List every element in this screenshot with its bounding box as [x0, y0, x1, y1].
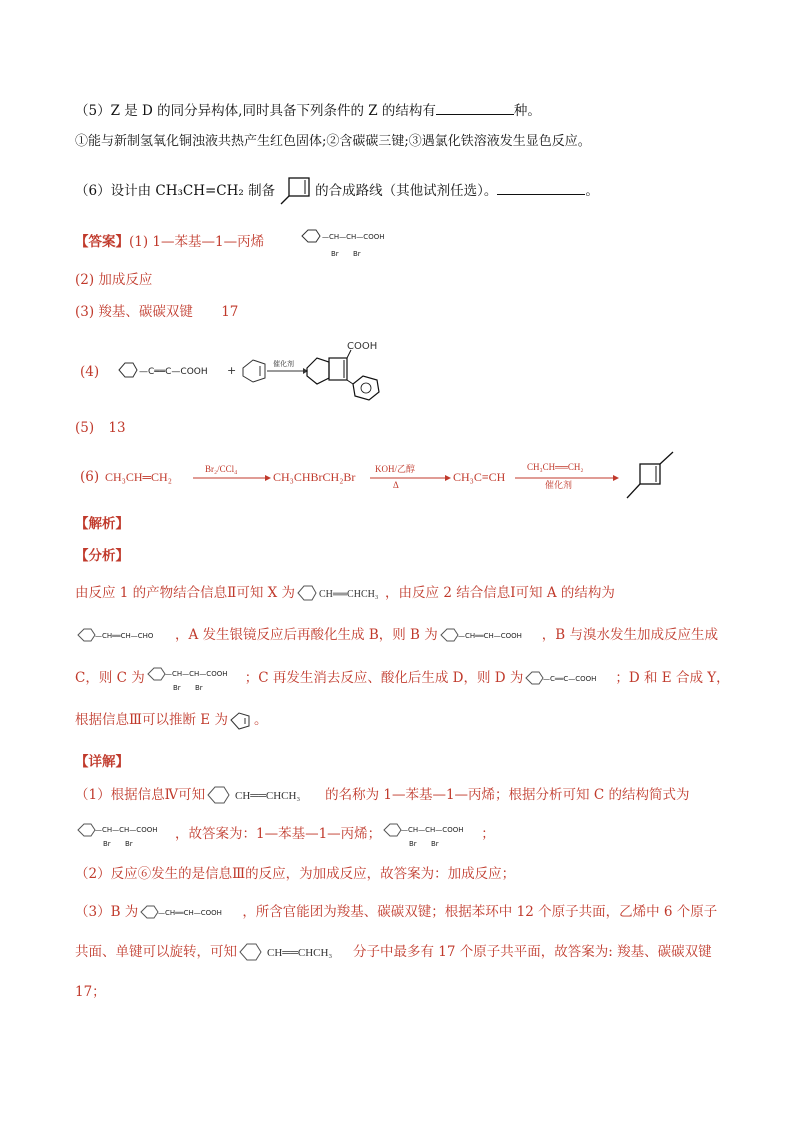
- detail-1-cont: [75, 824, 495, 848]
- struct-c3-br1: Br: [409, 839, 417, 848]
- struct-x3-icon: [237, 944, 353, 962]
- cyclobutene-svg: [277, 172, 317, 212]
- struct-c-icon: [145, 669, 245, 692]
- struct-d-icon: [523, 670, 615, 688]
- reactant-chain: —C══C—COOH: [139, 367, 208, 377]
- detail-3-a: （3）B 为: [75, 904, 139, 920]
- route-product-1: CH₃CHBrCH₂Br: [273, 470, 356, 484]
- route-reagent-3b: 催化剂: [545, 480, 573, 490]
- answer-2: (2) 加成反应: [75, 272, 153, 288]
- detail-1-a: （1）根据信息Ⅳ可知: [75, 787, 206, 803]
- catalyst-label: 催化剂: [273, 360, 294, 368]
- q6-answer-blank[interactable]: [497, 180, 585, 195]
- struct-x2-label: CH══CHCH₃: [235, 789, 301, 802]
- struct-a-label: —CH══CH—CHO: [95, 631, 154, 640]
- q5-conditions: ①能与新制氢氧化铜浊液共热产生红色固体;②含碳碳三键;③遇氯化铁溶液发生显色反应。: [75, 134, 591, 149]
- analysis-p1: [75, 583, 615, 603]
- analysis-p2-b: ，B 与溴水发生加成反应生成: [541, 627, 718, 643]
- struct-x-label: CH══CHCH₃: [319, 588, 379, 600]
- answer-6-route: [105, 446, 705, 516]
- struct-c2-br1: Br: [103, 839, 111, 848]
- answer-label: 【答案】: [75, 234, 129, 250]
- detail-3-b: ，所含官能团为羧基、碳碳双键；根据苯环中 12 个原子共面，乙烯中 6 个原子: [242, 904, 718, 920]
- detail-1: [75, 785, 689, 805]
- detail-1-c: ，故答案为：1—苯基—1—丙烯；: [175, 826, 382, 842]
- analysis-p1-b: ，由反应 2 结合信息Ⅰ可知 A 的结构为: [385, 585, 615, 601]
- analysis-p4-b: 。: [253, 712, 268, 728]
- analysis-p3-a: C，则 C 为: [75, 670, 145, 686]
- analysis-sub-label: 【分析】: [75, 548, 129, 564]
- q5-line: [75, 100, 541, 121]
- analysis-p2: [75, 625, 718, 645]
- route-reagent-3: CH₃CH══CH₂: [527, 462, 584, 472]
- struct-c3-br2: Br: [431, 839, 439, 848]
- cyclobutene-structure-icon: [275, 182, 315, 202]
- struct-c2-icon: [75, 825, 175, 848]
- q5-answer-blank[interactable]: [436, 100, 514, 115]
- struct-a-icon: [75, 627, 175, 645]
- answer-3-line: [75, 302, 238, 322]
- answer-1-chain: —CH—CH—COOH: [322, 233, 385, 241]
- struct-b2-label: —CH══CH—COOH: [158, 908, 223, 917]
- br-label-2: Br: [353, 250, 361, 258]
- detail-label: 【详解】: [75, 754, 129, 770]
- route-reagent-2b: Δ: [393, 480, 399, 490]
- struct-c-br1: Br: [172, 683, 181, 692]
- route-reagent-1: Br₂/CCl₄: [205, 464, 238, 474]
- struct-c-br2: Br: [194, 683, 203, 692]
- q6-text: （6）设计由 CH₃CH=CH₂ 制备: [75, 183, 276, 199]
- struct-b-label: —CH══CH—COOH: [457, 631, 522, 640]
- q5-text: （5）Z 是 D 的同分异构体,同时具备下列条件的 Z 的结构有: [75, 103, 436, 119]
- detail-1-d: ；: [481, 826, 495, 842]
- detail-3: [75, 902, 717, 922]
- detail-1-b: 的名称为 1—苯基—1—丙烯；根据分析可知 C 的结构简式为: [325, 787, 690, 803]
- analysis-p2-a: ，A 发生银镜反应后再酸化生成 B，则 B 为: [175, 627, 438, 643]
- struct-e-icon: [228, 712, 254, 730]
- br-label-1: Br: [331, 250, 339, 258]
- answer-4-label: (4): [80, 364, 100, 380]
- q6-line: [75, 180, 599, 202]
- detail-2: （2）反应⑥发生的是信息Ⅲ的反应，为加成反应，故答案为：加成反应；: [75, 866, 516, 882]
- analysis-p4-a: 根据信息Ⅲ可以推断 E 为: [75, 712, 228, 728]
- struct-c3-label: —CH—CH—COOH: [401, 825, 464, 834]
- route-start: CH₃CH═CH₂: [105, 470, 172, 484]
- detail-3-d: 分子中最多有 17 个原子共平面，故答案为: 羧基、碳碳双键: [353, 944, 712, 960]
- answer-4-reaction: [115, 338, 415, 408]
- analysis-p3-b: ；C 再发生消去反应、酸化后生成 D，则 D 为: [244, 670, 524, 686]
- struct-b-icon: [438, 627, 542, 645]
- route-reagent-2: KOH/乙醇: [375, 464, 415, 474]
- answer-5-line: [75, 418, 126, 438]
- q6-text-end: 。: [585, 183, 599, 199]
- detail-3-cont: [75, 942, 712, 962]
- answer-line-1: [75, 232, 264, 252]
- struct-d-label: —C══C—COOH: [543, 674, 597, 683]
- struct-x3-label: CH══CHCH₃: [267, 946, 333, 959]
- struct-x2-icon: [205, 787, 325, 805]
- route-product-2: CH₃C≡CH: [453, 470, 506, 484]
- detail-3-end: 17；: [75, 984, 106, 1000]
- struct-c-label: —CH—CH—COOH: [164, 669, 228, 678]
- plus-sign: +: [227, 364, 237, 377]
- analysis-p3-c: ；D 和 E 合成 Y，: [615, 670, 730, 686]
- struct-x-icon: [295, 585, 385, 603]
- answer-5-label: (5): [75, 420, 95, 436]
- struct-c2-br2: Br: [125, 839, 133, 848]
- q6-text-2: 的合成路线（其他试剂任选）。: [315, 183, 498, 199]
- answer-1: (1) 1—苯基—1—丙烯: [129, 234, 265, 250]
- answer-5-num: 13: [108, 420, 126, 436]
- product-cooh: COOH: [347, 341, 378, 352]
- analysis-p3: [75, 668, 730, 692]
- q5-text-end: 种。: [513, 103, 541, 119]
- struct-b2-icon: [138, 904, 242, 922]
- struct-c2-label: —CH—CH—COOH: [95, 825, 158, 834]
- analysis-p1-a: 由反应 1 的产物结合信息Ⅱ可知 X 为: [75, 585, 296, 601]
- answer-6-label: (6): [80, 469, 100, 485]
- analysis-p4: [75, 710, 267, 730]
- analysis-label: 【解析】: [75, 516, 129, 532]
- answer-3-num: 17: [221, 304, 239, 320]
- answer-3: (3) 羧基、碳碳双键: [75, 304, 193, 320]
- answer-1-structure: [298, 226, 428, 266]
- detail-3-c: 共面、单键可以旋转，可知: [75, 944, 237, 960]
- struct-c3-icon: [381, 825, 481, 848]
